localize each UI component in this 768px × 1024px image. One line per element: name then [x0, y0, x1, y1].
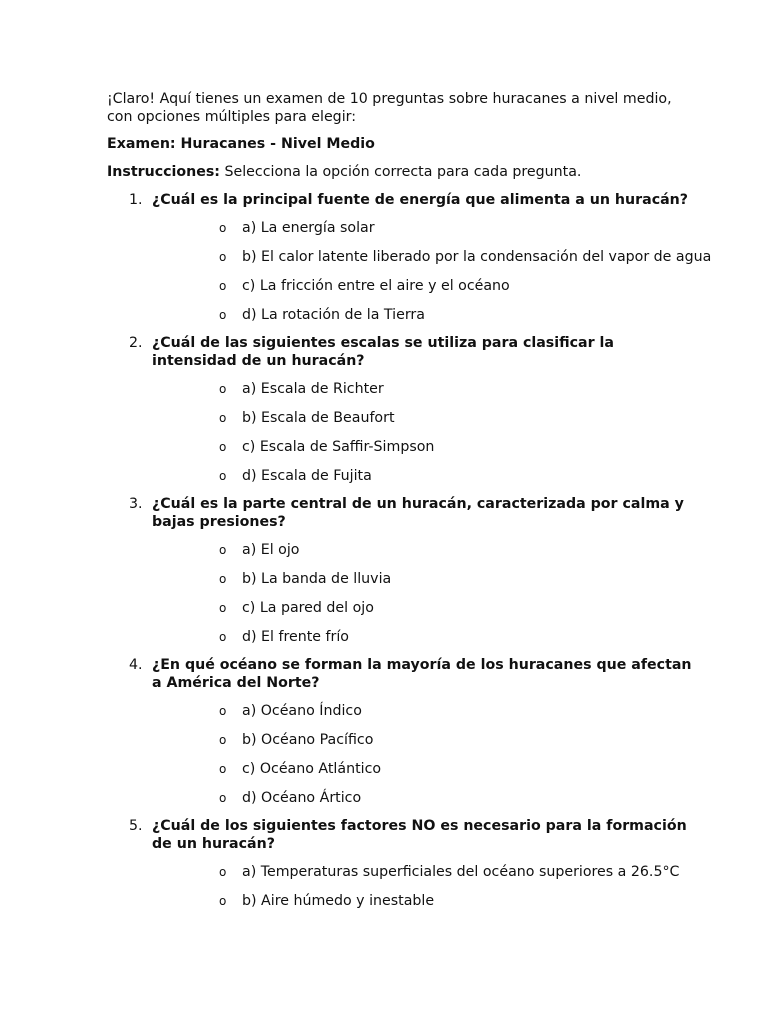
instructions-label: Instrucciones:	[107, 164, 220, 180]
circle-bullet-icon: o	[219, 791, 227, 805]
question-text: ¿Cuál es la parte central de un huracán, caracterizada por calma y bajas presiones?	[152, 496, 684, 530]
option-item	[152, 248, 712, 266]
option-text: a) Escala de Richter	[242, 381, 384, 397]
question-item	[107, 817, 697, 910]
circle-bullet-icon: o	[219, 630, 227, 644]
option-text: d) Escala de Fujita	[242, 468, 372, 484]
option-item	[152, 438, 697, 456]
question-number: 3.	[129, 496, 143, 512]
option-text: a) Océano Índico	[242, 703, 362, 719]
circle-bullet-icon: o	[219, 704, 227, 718]
circle-bullet-icon: o	[219, 440, 227, 454]
circle-bullet-icon: o	[219, 543, 227, 557]
question-number: 1.	[129, 192, 143, 208]
option-item	[152, 409, 697, 427]
option-item	[152, 277, 697, 295]
instructions-text: Selecciona la opción correcta para cada pregunta.	[219, 164, 582, 180]
question-item	[107, 334, 697, 485]
option-text: a) La energía solar	[242, 220, 375, 236]
question-text: ¿Cuál de las siguientes escalas se utiliza para clasificar la intensidad de un huracán?	[152, 335, 614, 369]
option-text: d) La rotación de la Tierra	[242, 307, 425, 323]
question-text: ¿En qué océano se forman la mayoría de los huracanes que afectan a América del Norte?	[152, 657, 692, 691]
option-item	[152, 599, 697, 617]
question-item	[107, 191, 712, 324]
circle-bullet-icon: o	[219, 894, 227, 908]
document-page	[107, 90, 712, 920]
circle-bullet-icon: o	[219, 411, 227, 425]
option-text: b) Aire húmedo y inestable	[242, 893, 435, 909]
option-item	[152, 380, 697, 398]
circle-bullet-icon: o	[219, 308, 227, 322]
option-text: d) El frente frío	[242, 629, 349, 645]
circle-bullet-icon: o	[219, 221, 227, 235]
option-text: b) La banda de lluvia	[242, 571, 392, 587]
intro-text: ¡Claro! Aquí tienes un examen de 10 preguntas sobre huracanes a nivel medio, con opciones múltiples para elegir:	[107, 91, 672, 125]
question-number: 2.	[129, 335, 143, 351]
option-item	[152, 628, 697, 646]
option-text: c) Escala de Saffir-Simpson	[242, 439, 435, 455]
question-text: ¿Cuál de los siguientes factores NO es necesario para la formación de un huracán?	[152, 818, 687, 852]
option-item	[152, 467, 697, 485]
option-item	[152, 541, 697, 559]
circle-bullet-icon: o	[219, 733, 227, 747]
question-item	[107, 495, 697, 646]
option-item	[152, 760, 697, 778]
instructions	[107, 163, 697, 181]
option-text: c) Océano Atlántico	[242, 761, 382, 777]
circle-bullet-icon: o	[219, 572, 227, 586]
question-text: ¿Cuál es la principal fuente de energía que alimenta a un huracán?	[152, 192, 689, 208]
option-text: c) La fricción entre el aire y el océano	[242, 278, 510, 294]
option-text: b) Océano Pacífico	[242, 732, 374, 748]
option-list	[152, 380, 697, 485]
option-item	[152, 570, 697, 588]
option-item	[152, 306, 697, 324]
option-text: a) El ojo	[242, 542, 300, 558]
option-text: d) Océano Ártico	[242, 790, 362, 806]
question-item	[107, 656, 697, 807]
option-text: c) La pared del ojo	[242, 600, 374, 616]
option-text: a) Temperaturas superficiales del océano superiores a 26.5°C	[242, 864, 680, 880]
circle-bullet-icon: o	[219, 279, 227, 293]
option-list	[152, 219, 712, 324]
circle-bullet-icon: o	[219, 469, 227, 483]
option-item	[152, 219, 697, 237]
option-item	[152, 702, 697, 720]
option-list	[152, 863, 697, 910]
option-item	[152, 863, 697, 881]
option-item	[152, 892, 697, 910]
option-item	[152, 731, 697, 749]
option-item	[152, 789, 697, 807]
question-number: 4.	[129, 657, 143, 673]
option-text: b) Escala de Beaufort	[242, 410, 395, 426]
option-list	[152, 702, 697, 807]
circle-bullet-icon: o	[219, 601, 227, 615]
circle-bullet-icon: o	[219, 250, 227, 264]
circle-bullet-icon: o	[219, 762, 227, 776]
circle-bullet-icon: o	[219, 865, 227, 879]
exam-title: Examen: Huracanes - Nivel Medio	[107, 136, 375, 152]
option-list	[152, 541, 697, 646]
question-list	[107, 191, 712, 910]
option-text: b) El calor latente liberado por la condensación del vapor de agua	[242, 249, 712, 265]
circle-bullet-icon: o	[219, 382, 227, 396]
question-number: 5.	[129, 818, 143, 834]
